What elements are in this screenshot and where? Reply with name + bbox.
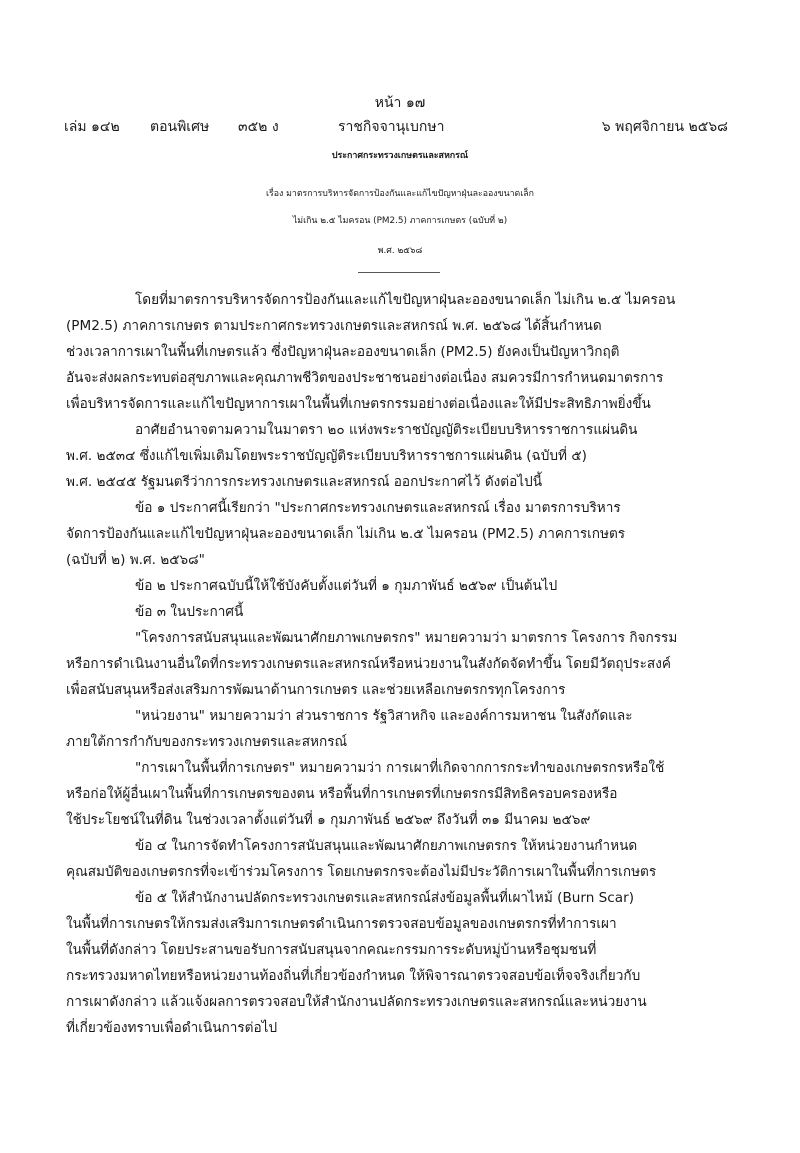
- body-line: ที่เกี่ยวข้องทราบเพื่อดำเนินการต่อไป: [66, 1020, 278, 1036]
- body-line: ข้อ ๕ ให้สำนักงานปลัดกระทรวงเกษตรและสหกรณ์ส่งข้อมูลพื้นที่เผาไหม้ (Burn Scar): [135, 890, 634, 906]
- body-line: พ.ศ. ๒๕๓๔ ซึ่งแก้ไขเพิ่มเติมโดยพระราชบัญญัติระเบียบบริหารราชการแผ่นดิน (ฉบับที่ ๕): [66, 448, 587, 464]
- body-line: ช่วงเวลาการเผาในพื้นที่เกษตรแล้ว ซึ่งปัญหาฝุ่นละอองขนาดเล็ก (PM2.5) ยังคงเป็นปัญหาวิกฤติ: [66, 344, 620, 360]
- body-line: "หน่วยงาน" หมายความว่า ส่วนราชการ รัฐวิสาหกิจ และองค์การมหาชน ในสังกัดและ: [135, 708, 633, 724]
- body-line: การเผาดังกล่าว แล้วแจ้งผลการตรวจสอบให้สำนักงานปลัดกระทรวงเกษตรและสหกรณ์และหน่วยงาน: [66, 994, 647, 1010]
- volume-number: เล่ม ๑๔๒: [64, 119, 120, 135]
- publication-name: ราชกิจจานุเบกษา: [338, 119, 445, 135]
- body-line: จัดการป้องกันและแก้ไขปัญหาฝุ่นละอองขนาดเล็ก ไม่เกิน ๒.๕ ไมครอน (PM2.5) ภาคการเกษตร: [66, 526, 626, 542]
- body-line: หรือการดำเนินงานอื่นใดที่กระทรวงเกษตรและสหกรณ์หรือหน่วยงานในสังกัดจัดทำขึ้น โดยมีวัตถุประสงค์: [66, 656, 671, 672]
- body-line: "การเผาในพื้นที่การเกษตร" หมายความว่า การเผาที่เกิดจากการกระทำของเกษตรกรหรือใช้: [135, 760, 665, 776]
- document-subject-cont: ไม่เกิน ๒.๕ ไมครอน (PM2.5) ภาคการเกษตร (ฉบับที่ ๒): [292, 216, 508, 226]
- page-number: หน้า ๑๗: [374, 95, 426, 111]
- body-line: หรือก่อให้ผู้อื่นเผาในพื้นที่การเกษตรของตน หรือพื้นที่การเกษตรที่เกษตรกรมีสิทธิครอบครองหรือ: [66, 786, 618, 802]
- body-line: ข้อ ๓ ในประกาศนี้: [135, 604, 244, 620]
- publication-date: ๖ พฤศจิกายน ๒๕๖๘: [601, 119, 728, 135]
- body-line: เพื่อสนับสนุนหรือส่งเสริมการพัฒนาด้านการเกษตร และช่วยเหลือเกษตรกรทุกโครงการ: [66, 682, 566, 698]
- document-year: พ.ศ. ๒๕๖๘: [377, 246, 423, 256]
- body-line: อันจะส่งผลกระทบต่อสุขภาพและคุณภาพชีวิตของประชาชนอย่างต่อเนื่อง สมควรมีการกำหนดมาตรการ: [66, 370, 664, 386]
- body-line: เพื่อบริหารจัดการและแก้ไขปัญหาการเผาในพื้นที่เกษตรกรรมอย่างต่อเนื่องและให้มีประสิทธิภาพยิ่งขึ้น: [66, 396, 651, 412]
- body-line: โดยที่มาตรการบริหารจัดการป้องกันและแก้ไขปัญหาฝุ่นละอองขนาดเล็ก ไม่เกิน ๒.๕ ไมครอน: [135, 292, 676, 308]
- body-line: (ฉบับที่ ๒) พ.ศ. ๒๕๖๘": [66, 552, 205, 568]
- body-line: ในพื้นที่การเกษตรให้กรมส่งเสริมการเกษตรดำเนินการตรวจสอบข้อมูลของเกษตรกรที่ทำการเผา: [66, 916, 617, 932]
- document-subject: เรื่อง มาตรการบริหารจัดการป้องกันและแก้ไขปัญหาฝุ่นละอองขนาดเล็ก: [266, 189, 534, 199]
- body-line: ภายใต้การกำกับของกระทรวงเกษตรและสหกรณ์: [66, 734, 348, 750]
- body-line: คุณสมบัติของเกษตรกรที่จะเข้าร่วมโครงการ โดยเกษตรกรจะต้องไม่มีประวัติการเผาในพื้นที่การเกษตร: [66, 864, 657, 880]
- body-line: ในพื้นที่ดังกล่าว โดยประสานขอรับการสนับสนุนจากคณะกรรมการระดับหมู่บ้านหรือชุมชนที่: [66, 942, 597, 958]
- body-line: กระทรวงมหาดไทยหรือหน่วยงานท้องถิ่นที่เกี่ยวข้องกำหนด ให้พิจารณาตรวจสอบข้อเท็จจริงเกี่ยวกับ: [66, 968, 641, 984]
- body-line: (PM2.5) ภาคการเกษตร ตามประกาศกระทรวงเกษตรและสหกรณ์ พ.ศ. ๒๕๖๘ ได้สิ้นกำหนด: [66, 318, 602, 334]
- section-number: ๓๕๒ ง: [238, 119, 279, 135]
- body-line: พ.ศ. ๒๕๔๕ รัฐมนตรีว่าการกระทรวงเกษตรและสหกรณ์ ออกประกาศไว้ ดังต่อไปนี้: [66, 474, 543, 490]
- document-title: ประกาศกระทรวงเกษตรและสหกรณ์: [331, 151, 469, 161]
- section-label: ตอนพิเศษ: [150, 119, 210, 135]
- body-line: ข้อ ๔ ในการจัดทำโครงการสนับสนุนและพัฒนาศักยภาพเกษตรกร ให้หน่วยงานกำหนด: [135, 838, 638, 854]
- body-line: ข้อ ๑ ประกาศนี้เรียกว่า "ประกาศกระทรวงเกษตรและสหกรณ์ เรื่อง มาตรการบริหาร: [135, 500, 621, 516]
- title-divider: [358, 272, 440, 273]
- body-line: ข้อ ๒ ประกาศฉบับนี้ให้ใช้บังคับตั้งแต่วันที่ ๑ กุมภาพันธ์ ๒๕๖๙ เป็นต้นไป: [135, 578, 558, 594]
- body-line: ใช้ประโยชน์ในที่ดิน ในช่วงเวลาตั้งแต่วันที่ ๑ กุมภาพันธ์ ๒๕๖๙ ถึงวันที่ ๓๑ มีนาคม ๒๕๖๙: [66, 812, 591, 828]
- body-line: "โครงการสนับสนุนและพัฒนาศักยภาพเกษตรกร" หมายความว่า มาตรการ โครงการ กิจกรรม: [135, 630, 678, 646]
- body-line: อาศัยอำนาจตามความในมาตรา ๒๐ แห่งพระราชบัญญัติระเบียบบริหารราชการแผ่นดิน: [135, 422, 638, 438]
